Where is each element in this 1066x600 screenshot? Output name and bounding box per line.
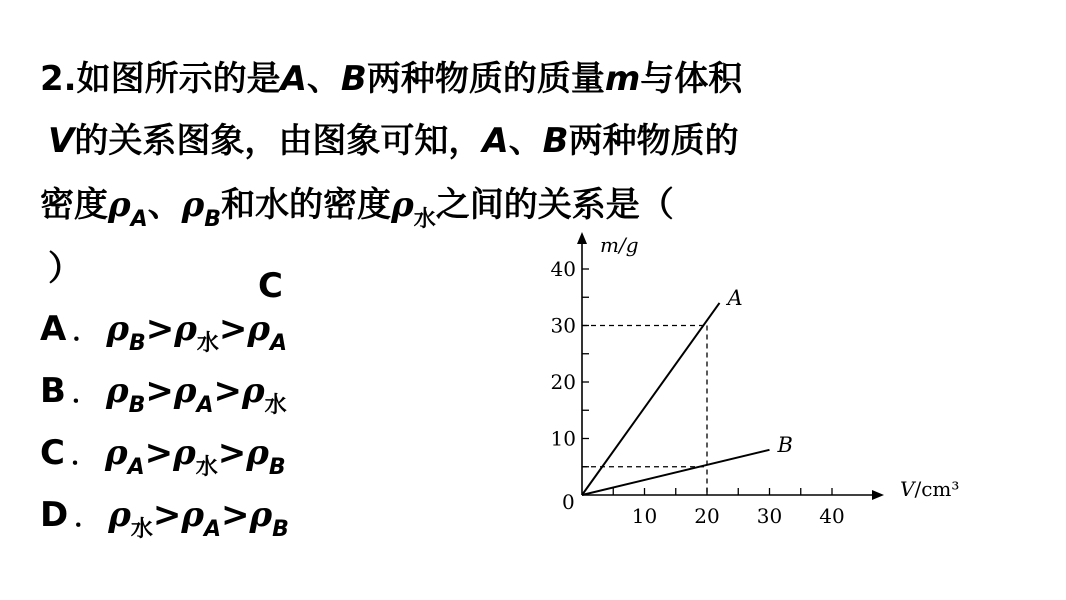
x-tick-label: 30 — [756, 504, 783, 528]
question-line-1: 2.如图所示的是A、B两种物质的质量m与体积 — [40, 59, 743, 99]
y-tick-label: 40 — [550, 257, 576, 281]
option-letter: C — [40, 433, 65, 473]
series-label-a: A — [727, 285, 743, 310]
x-axis-label: V/cm³ — [900, 477, 960, 501]
y-axis-arrow — [577, 232, 587, 244]
origin-label: 0 — [562, 490, 575, 514]
var-b: B — [340, 59, 367, 99]
y-tick-label: 30 — [550, 313, 576, 338]
x-axis-arrow — [872, 490, 884, 500]
question-line-3: 密度$\rho_A$、$\rho_B$和水的密度$\rho_水$之间的关系是（ — [40, 185, 674, 232]
option-c[interactable]: C ． $\rho_A>\rho_水>\rho_B$ — [40, 433, 286, 480]
var-v: V — [48, 121, 75, 161]
y-axis-label: m/g — [600, 233, 639, 257]
series-label-b: B — [777, 432, 793, 457]
y-tick-label: 10 — [550, 426, 576, 451]
answer-text: C — [258, 266, 283, 306]
x-tick-label: 10 — [631, 504, 658, 528]
var-a: A — [280, 59, 307, 99]
x-tick-label: 40 — [819, 504, 845, 528]
option-a[interactable]: A ． $\rho_B>\rho_水>\rho_A$ — [40, 309, 288, 356]
option-letter: B — [40, 371, 66, 411]
option-d[interactable]: D ． $\rho_水>\rho_A>\rho_B$ — [40, 495, 289, 542]
question-line-2: V的关系图象，由图象可知，A、B两种物质的 — [48, 121, 739, 161]
option-letter: D — [40, 495, 69, 535]
question-number: 2. — [40, 59, 77, 99]
option-letter: A — [40, 309, 67, 349]
var-m: m — [604, 59, 641, 99]
x-tick-label: 20 — [694, 504, 720, 528]
question-line-4: ） — [48, 249, 82, 289]
option-b[interactable]: B ． $\rho_B>\rho_A>\rho_水$ — [40, 371, 287, 418]
y-tick-label: 20 — [550, 370, 576, 394]
